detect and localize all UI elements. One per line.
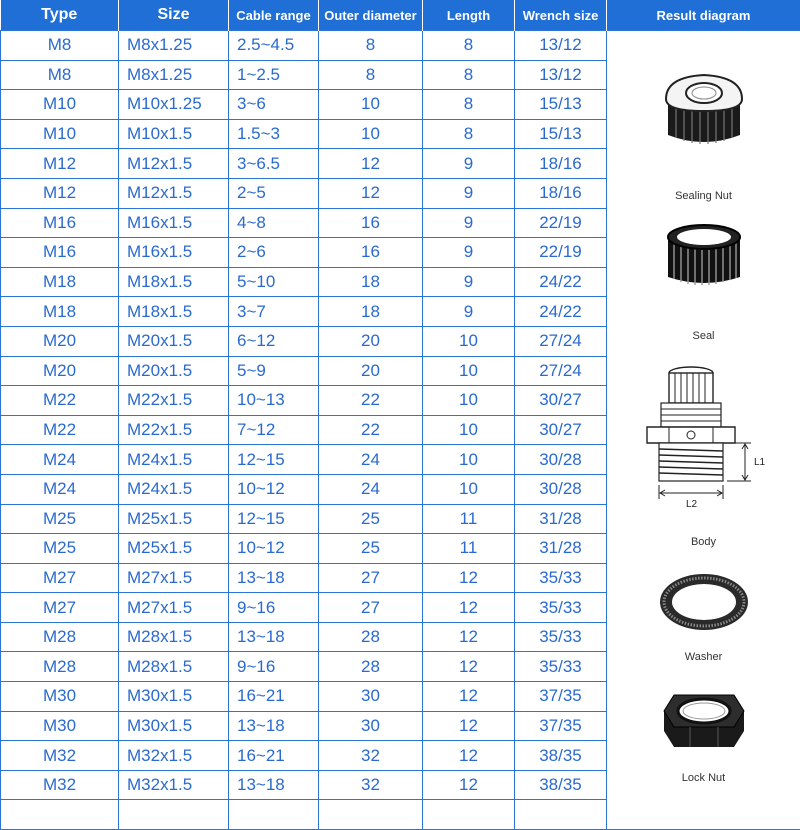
- cell-length: 9: [423, 149, 515, 179]
- gland-body-icon: [607, 359, 800, 514]
- cell-cable-range: 6~12: [229, 326, 319, 356]
- cell-outer-diameter: 32: [319, 741, 423, 771]
- cell-cable-range: 10~12: [229, 474, 319, 504]
- cell-size: M30x1.5: [119, 711, 229, 741]
- cell-size: M24x1.5: [119, 445, 229, 475]
- cell-type: M8: [1, 60, 119, 90]
- cell-cable-range: 16~21: [229, 741, 319, 771]
- cell-cable-range: 2~5: [229, 178, 319, 208]
- header-result-diagram: Result diagram: [607, 0, 800, 31]
- header-row: [1, 0, 800, 31]
- cell-outer-diameter: 8: [319, 31, 423, 61]
- cell-wrench-size: 18/16: [515, 178, 607, 208]
- cell-size: M10x1.25: [119, 90, 229, 120]
- cell-cable-range: 7~12: [229, 415, 319, 445]
- cell-type: M24: [1, 445, 119, 475]
- cell-type: M24: [1, 474, 119, 504]
- cell-length: 12: [423, 682, 515, 712]
- cell-size: M32x1.5: [119, 741, 229, 771]
- cell-wrench-size: 31/28: [515, 534, 607, 564]
- cell-type: M28: [1, 652, 119, 682]
- cell-wrench-size: 38/35: [515, 741, 607, 771]
- cell-wrench-size: 31/28: [515, 504, 607, 534]
- cell-wrench-size: 35/33: [515, 652, 607, 682]
- cell-outer-diameter: 28: [319, 622, 423, 652]
- cell-outer-diameter: 18: [319, 267, 423, 297]
- cell-outer-diameter: 24: [319, 445, 423, 475]
- cell-outer-diameter: 27: [319, 593, 423, 623]
- cell-outer-diameter: 30: [319, 682, 423, 712]
- cell-length: 9: [423, 238, 515, 268]
- cell-outer-diameter: 22: [319, 386, 423, 416]
- empty-cell: [119, 800, 229, 830]
- cell-size: M28x1.5: [119, 652, 229, 682]
- seal-icon: [607, 221, 800, 296]
- cell-wrench-size: 27/24: [515, 356, 607, 386]
- cell-cable-range: 9~16: [229, 593, 319, 623]
- cell-outer-diameter: 16: [319, 238, 423, 268]
- cell-outer-diameter: 8: [319, 60, 423, 90]
- cell-type: M28: [1, 622, 119, 652]
- cell-wrench-size: 13/12: [515, 60, 607, 90]
- cell-wrench-size: 15/13: [515, 119, 607, 149]
- cell-size: M12x1.5: [119, 149, 229, 179]
- cell-outer-diameter: 12: [319, 149, 423, 179]
- table-row: [1, 31, 800, 61]
- cell-type: M20: [1, 356, 119, 386]
- cell-length: 11: [423, 534, 515, 564]
- cell-type: M16: [1, 238, 119, 268]
- cell-size: M20x1.5: [119, 326, 229, 356]
- cell-size: M8x1.25: [119, 60, 229, 90]
- cell-length: 10: [423, 474, 515, 504]
- cell-wrench-size: 24/22: [515, 267, 607, 297]
- cell-type: M12: [1, 178, 119, 208]
- cell-wrench-size: 35/33: [515, 622, 607, 652]
- cell-wrench-size: 35/33: [515, 593, 607, 623]
- cell-outer-diameter: 16: [319, 208, 423, 238]
- header-outer-diameter: Outer diameter: [319, 0, 423, 31]
- empty-cell: [423, 800, 515, 830]
- empty-cell: [1, 800, 119, 830]
- cell-outer-diameter: 18: [319, 297, 423, 327]
- cell-type: M25: [1, 504, 119, 534]
- cell-length: 12: [423, 563, 515, 593]
- cell-outer-diameter: 22: [319, 415, 423, 445]
- cell-type: M12: [1, 149, 119, 179]
- cell-size: M27x1.5: [119, 593, 229, 623]
- cell-length: 10: [423, 386, 515, 416]
- cell-cable-range: 2~6: [229, 238, 319, 268]
- cell-type: M30: [1, 711, 119, 741]
- empty-cell: [229, 800, 319, 830]
- cell-length: 9: [423, 297, 515, 327]
- dim-l2: L2: [686, 499, 698, 509]
- lock-nut-label: Lock Nut: [607, 772, 800, 784]
- cell-size: M30x1.5: [119, 682, 229, 712]
- header-wrench-size: Wrench size: [515, 0, 607, 31]
- cell-cable-range: 5~9: [229, 356, 319, 386]
- cell-type: M30: [1, 682, 119, 712]
- cell-wrench-size: 22/19: [515, 208, 607, 238]
- seal-label: Seal: [607, 330, 800, 342]
- cell-size: M10x1.5: [119, 119, 229, 149]
- cell-size: M18x1.5: [119, 267, 229, 297]
- cell-size: M16x1.5: [119, 238, 229, 268]
- cell-length: 8: [423, 119, 515, 149]
- cell-length: 9: [423, 208, 515, 238]
- cell-cable-range: 3~6.5: [229, 149, 319, 179]
- cell-cable-range: 12~15: [229, 445, 319, 475]
- cell-type: M18: [1, 267, 119, 297]
- cell-cable-range: 3~6: [229, 90, 319, 120]
- cell-wrench-size: 24/22: [515, 297, 607, 327]
- cell-cable-range: 13~18: [229, 622, 319, 652]
- cell-type: M8: [1, 31, 119, 61]
- cell-type: M22: [1, 415, 119, 445]
- cell-wrench-size: 30/27: [515, 386, 607, 416]
- washer-icon: [607, 566, 800, 643]
- cell-outer-diameter: 25: [319, 504, 423, 534]
- cell-length: 9: [423, 178, 515, 208]
- cell-type: M27: [1, 593, 119, 623]
- cell-outer-diameter: 28: [319, 652, 423, 682]
- cell-wrench-size: 30/28: [515, 445, 607, 475]
- cell-wrench-size: 27/24: [515, 326, 607, 356]
- cell-outer-diameter: 25: [319, 534, 423, 564]
- header-type: Type: [1, 0, 119, 31]
- cell-length: 12: [423, 770, 515, 800]
- header-size: Size: [119, 0, 229, 31]
- cell-length: 11: [423, 504, 515, 534]
- body-label: Body: [607, 536, 800, 548]
- cell-cable-range: 10~12: [229, 534, 319, 564]
- cell-outer-diameter: 10: [319, 90, 423, 120]
- cell-type: M20: [1, 326, 119, 356]
- cell-wrench-size: 18/16: [515, 149, 607, 179]
- cell-size: M22x1.5: [119, 386, 229, 416]
- lock-nut-icon: [607, 681, 800, 762]
- cell-wrench-size: 37/35: [515, 711, 607, 741]
- cell-length: 8: [423, 90, 515, 120]
- cell-outer-diameter: 32: [319, 770, 423, 800]
- cell-cable-range: 5~10: [229, 267, 319, 297]
- cell-length: 12: [423, 622, 515, 652]
- cell-length: 10: [423, 356, 515, 386]
- cell-outer-diameter: 27: [319, 563, 423, 593]
- cell-cable-range: 1~2.5: [229, 60, 319, 90]
- cell-cable-range: 9~16: [229, 652, 319, 682]
- cell-length: 10: [423, 415, 515, 445]
- header-length: Length: [423, 0, 515, 31]
- cell-type: M25: [1, 534, 119, 564]
- cell-size: M16x1.5: [119, 208, 229, 238]
- cell-outer-diameter: 12: [319, 178, 423, 208]
- cell-length: 8: [423, 31, 515, 61]
- cell-length: 12: [423, 741, 515, 771]
- cell-length: 10: [423, 326, 515, 356]
- empty-cell: [319, 800, 423, 830]
- cell-size: M25x1.5: [119, 504, 229, 534]
- cell-outer-diameter: 20: [319, 356, 423, 386]
- empty-cell: [515, 800, 607, 830]
- cell-size: M20x1.5: [119, 356, 229, 386]
- cell-outer-diameter: 30: [319, 711, 423, 741]
- cell-cable-range: 13~18: [229, 563, 319, 593]
- cell-wrench-size: 37/35: [515, 682, 607, 712]
- cell-cable-range: 13~18: [229, 770, 319, 800]
- cell-size: M12x1.5: [119, 178, 229, 208]
- cell-wrench-size: 30/27: [515, 415, 607, 445]
- cell-size: M22x1.5: [119, 415, 229, 445]
- cell-wrench-size: 22/19: [515, 238, 607, 268]
- cell-type: M27: [1, 563, 119, 593]
- cell-wrench-size: 13/12: [515, 31, 607, 61]
- cell-size: M8x1.25: [119, 31, 229, 61]
- sealing-nut-icon: [607, 71, 800, 158]
- cell-type: M18: [1, 297, 119, 327]
- cell-length: 10: [423, 445, 515, 475]
- cell-wrench-size: 38/35: [515, 770, 607, 800]
- cell-length: 12: [423, 711, 515, 741]
- washer-label: Washer: [607, 651, 800, 663]
- cell-size: M32x1.5: [119, 770, 229, 800]
- cell-cable-range: 16~21: [229, 682, 319, 712]
- cell-cable-range: 4~8: [229, 208, 319, 238]
- cell-length: 12: [423, 652, 515, 682]
- cell-outer-diameter: 20: [319, 326, 423, 356]
- cell-type: M10: [1, 119, 119, 149]
- cell-size: M28x1.5: [119, 622, 229, 652]
- cell-type: M16: [1, 208, 119, 238]
- cell-size: M24x1.5: [119, 474, 229, 504]
- cell-wrench-size: 15/13: [515, 90, 607, 120]
- cell-wrench-size: 30/28: [515, 474, 607, 504]
- cell-length: 9: [423, 267, 515, 297]
- dim-l1: L1: [754, 457, 766, 468]
- cell-cable-range: 3~7: [229, 297, 319, 327]
- cell-type: M32: [1, 741, 119, 771]
- cell-type: M32: [1, 770, 119, 800]
- cell-length: 8: [423, 60, 515, 90]
- cell-size: M25x1.5: [119, 534, 229, 564]
- cell-outer-diameter: 24: [319, 474, 423, 504]
- cell-cable-range: 10~13: [229, 386, 319, 416]
- result-diagram-cell: [607, 31, 800, 830]
- cell-cable-range: 2.5~4.5: [229, 31, 319, 61]
- cell-cable-range: 1.5~3: [229, 119, 319, 149]
- sealing-nut-label: Sealing Nut: [607, 190, 800, 202]
- cell-outer-diameter: 10: [319, 119, 423, 149]
- result-diagram: [607, 31, 800, 801]
- cell-type: M10: [1, 90, 119, 120]
- cell-cable-range: 12~15: [229, 504, 319, 534]
- cell-size: M27x1.5: [119, 563, 229, 593]
- cell-wrench-size: 35/33: [515, 563, 607, 593]
- header-cable-range: Cable range: [229, 0, 319, 31]
- cell-length: 12: [423, 593, 515, 623]
- cell-cable-range: 13~18: [229, 711, 319, 741]
- cell-type: M22: [1, 386, 119, 416]
- cell-size: M18x1.5: [119, 297, 229, 327]
